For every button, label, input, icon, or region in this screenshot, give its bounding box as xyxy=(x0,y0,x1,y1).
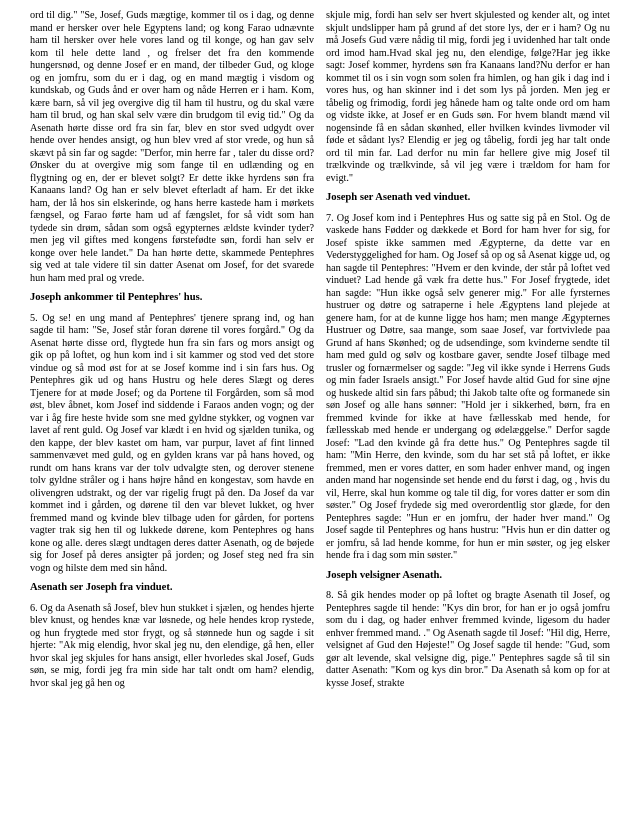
paragraph: 6. Og da Asenath så Josef, blev hun stukket i sjælen, og hendes hjerte blev knust, og hendes knæ var løsnede, og hele hendes krop rystede, og hun frygtede med stor frygt, og så stønnede hun og sagde i sit hjerte: "Ak mig elendig, hvor skal jeg nu, den elendige, gå hen, eller hvor skal jeg skjules for hans ansigt, eller hvorledes skal Josef, Guds søn, se mig, fordi jeg fra min side har talt ondt om ham? elendig, hvor skal jeg gå hen og xyxy=(30,602,314,689)
paragraph: skjule mig, fordi han selv ser hvert skjulested og kender alt, og intet skjult undslipper ham på grund af det store lys, der er i ham? Og nu må Josefs Gud være nådig til mig, fordi jeg i uvidenhed har talt onde ord imod ham.Hvad skal jeg nu, den elendige, følge?Har jeg ikke sagt: Josef kommer, hyrdens søn fra Kanaans land?Nu derfor er han kommet til os i sin vogn som solen fra himlen, og han gik i dag ind i vores hus, og han skinner ind i det som lys på jorden. Men jeg er tåbelig og frimodig, fordi jeg hånede ham og talte onde ord om ham og vidste ikke, at Josef er en Guds søn. For hvem blandt mænd vil nogensinde få en sådan skønhed, eller hvilken kvindes livmoder vil føde et sådant lys? Elendig er jeg og tåbelig, fordi jeg har talt onde ord til min far. Lad derfor nu min far hellere give mig Josef til trælkvinde og trælkvinde, så vil jeg være i trældom for ham for evigt." xyxy=(326,10,610,184)
section-heading: Joseph ser Asenath ved vinduet. xyxy=(326,192,471,203)
right-column xyxy=(326,10,610,818)
section-heading: Joseph velsigner Asenath. xyxy=(326,569,443,581)
section-heading: Asenath ser Joseph fra vinduet. xyxy=(30,582,173,593)
paragraph: 5. Og se! en ung mand af Pentephres' tjenere sprang ind, og han sagde til ham: "Se, Josef står foran dørene til vores forgård." Og da Asenat hørte disse ord, flygtede hun fra sin fars og mors ansigt og gik op på loftet, og hun kom ind i sit kammer og stod ved det store vindue og så mod øst for at se Josef komme ind i sin fars hus. Og Pentephres gik ud og hans Hustru og hele deres Slægt og deres Tjenere for at møde Josef; og da Portene til Forgården, som så mod øst, blev åbnet, kom Josef ind siddende i Faraos anden vogn; og der var i åg fire heste hvide som sne med gyldne stykker, og vognen var lavet af rent guld. Og Josef var klædt i en hvid og sjælden tunika, og den kappe, der blev kastet om ham, var purpur, lavet af fint linned sammenvævet med guld, og en gylden krans var på hans hoved, og rundt om hans krans var der tolv udvalgte sten, og derover stenene tolv gyldne stråler og i hans højre hånd en kongestav, som havde en olivengren udstrakt, og der var rigelig frugt på den. Da Josef da var kommet ind i gården, og dørene til den var blevet lukket, og hver fremmed mand og kvinde blev tilbage uden for gården, for portens vagter trak sig hen til og lukkede dørene, kom Pentephres og hans kone og alle. deres slægt undtagen deres datter Asenath, og de bøjede sig for Josef på deres ansigter på jorden; og Josef steg ned fra sin vogn og hilste dem med sin hånd. xyxy=(30,312,314,574)
left-column xyxy=(30,10,314,818)
paragraph: ord til dig." "Se, Josef, Guds mægtige, kommer til os i dag, og denne mand er hersker over hele Egyptens land; og kong Farao udnævnte ham til hersker over hele vores land og til konge, og han gav selv kom til hele dette land , og frelser det fra den kommende hungersnød, og denne Josef er en mand, der tilbeder Gud, og kloge og en jomfru, som du er i dag, og en mand mægtig i visdom og kundskab, og Guds ånd er over ham og nåde Herren er i ham. Kom, kære barn, så vil jeg overgive dig til ham til hustru, og du skal være ham til brud, og han skal selv være din brudgom til evig tid." Og da Asenath hørte disse ord fra sin far, blev en stor sved udgydt over hende over hendes ansigt, og hun blev vred af stor vrede, og hun så skævt på sin far og sagde: "Derfor, min herre far , taler du disse ord? Ønsker du at overgive mig som fange til en udlænding og en flygtning og en, der er blevet solgt? Er dette ikke hyrdens søn fra Kanaans land? Og han er selv blevet efterladt af ham. Er det ikke ham, der lå hos sin elskerinde, og hans herre kastede ham i mørkets fængsel, og Farao førte ham ud af fængslet, for så vidt som han tydede sin drøm, sådan som også egypternes ældste kvinder tyder? men jeg vil giftes med kongens førstefødte søn, fordi han selv er konge over hele landet." Da han hørte dette, skammede Pentephres sig ved at tale videre til sin datter Asenat om Josef, for det svarede hun ham med pral og vrede. xyxy=(30,10,314,284)
paragraph: 8. Så gik hendes moder op på loftet og bragte Asenath til Josef, og Pentephres sagde til hende: "Kys din bror, for han er jo også jomfru som du i dag, og hader enhver fremmed kvinde, ligesom du hader enhver fremmed mand. ." Og Asenath sagde til Josef: "Hil dig, Herre, velsignet af Gud den Højeste!" Og Josef sagde til hende: "Gud, som gør alt levende, skal velsigne dig, pige." Pentephres sagde så til sin datter Asenath: "Kom og kys din bror." Da Asenath så kom op for at kysse Josef, strakte xyxy=(326,590,610,689)
paragraph: 7. Og Josef kom ind i Pentephres Hus og satte sig på en Stol. Og de vaskede hans Fødder og dækkede et Bord for ham hver for sig, for Josef spiste ikke sammen med Ægypterne, da dette var en Vederstyggelighed for ham. Og Josef så op og så Asenat kigge ud, og han sagde til Pentephres: "Hvem er den kvinde, der står på loftet ved vinduet? Lad hende gå væk fra dette hus." For Josef frygtede, idet han sagde: "Hun ikke også selv generer mig." For alle fyrsternes hustruer og døtre og satraperne i hele Ægyptens land plejede at genere ham, for at de kunne ligge hos ham; men mange Ægypternes Hustruer og Døtre, saa mange, som saae Josef, var fortvivlede paa Grund af hans Skønhed; og de udsendinge, som kvinderne sendte til ham med guld og sølv og kostbare gaver, sendte Josef tilbage med trusler og fornærmelser og sagde: "Jeg vil ikke synde i Herrens Guds og min fader Israels ansigt." For Josef havde altid Gud for sine øjne og huskede altid sin fars påbud; thi Jakob talte ofte og formanede sin søn Josef og alle hans sønner: "Hold jer i sikkerhed, børn, fra en fremmed kvinde for ikke at have fællesskab med hende, for fællesskab med hende er undergang og ødelæggelse." Derfor sagde Josef: "Lad den kvinde gå fra dette hus." Og Pentephres sagde til ham: "Min Herre, den kvinde, som du har set stå på loftet, er ikke fremmed, men er vores datter, en som hader enhver mand, og ingen anden mand har nogensinde set hende end du først i dag, og , hvis du vil, Herre, skal hun komme og tale til dig, for vores datter er som din søster." Og Josef frydede sig med overordentlig stor glæde, for den Pentephres sagde: "Hun er en jomfru, der hader hver mand." Og Josef sagde til Pentephres og hans hustru: "Hvis hun er din datter og er jomfru, så lad hende komme, for hun er min søster, og jeg elsker hende fra i dag som min søster." xyxy=(326,212,610,561)
section-heading: Joseph ankommer til Pentephres' hus. xyxy=(30,292,203,303)
